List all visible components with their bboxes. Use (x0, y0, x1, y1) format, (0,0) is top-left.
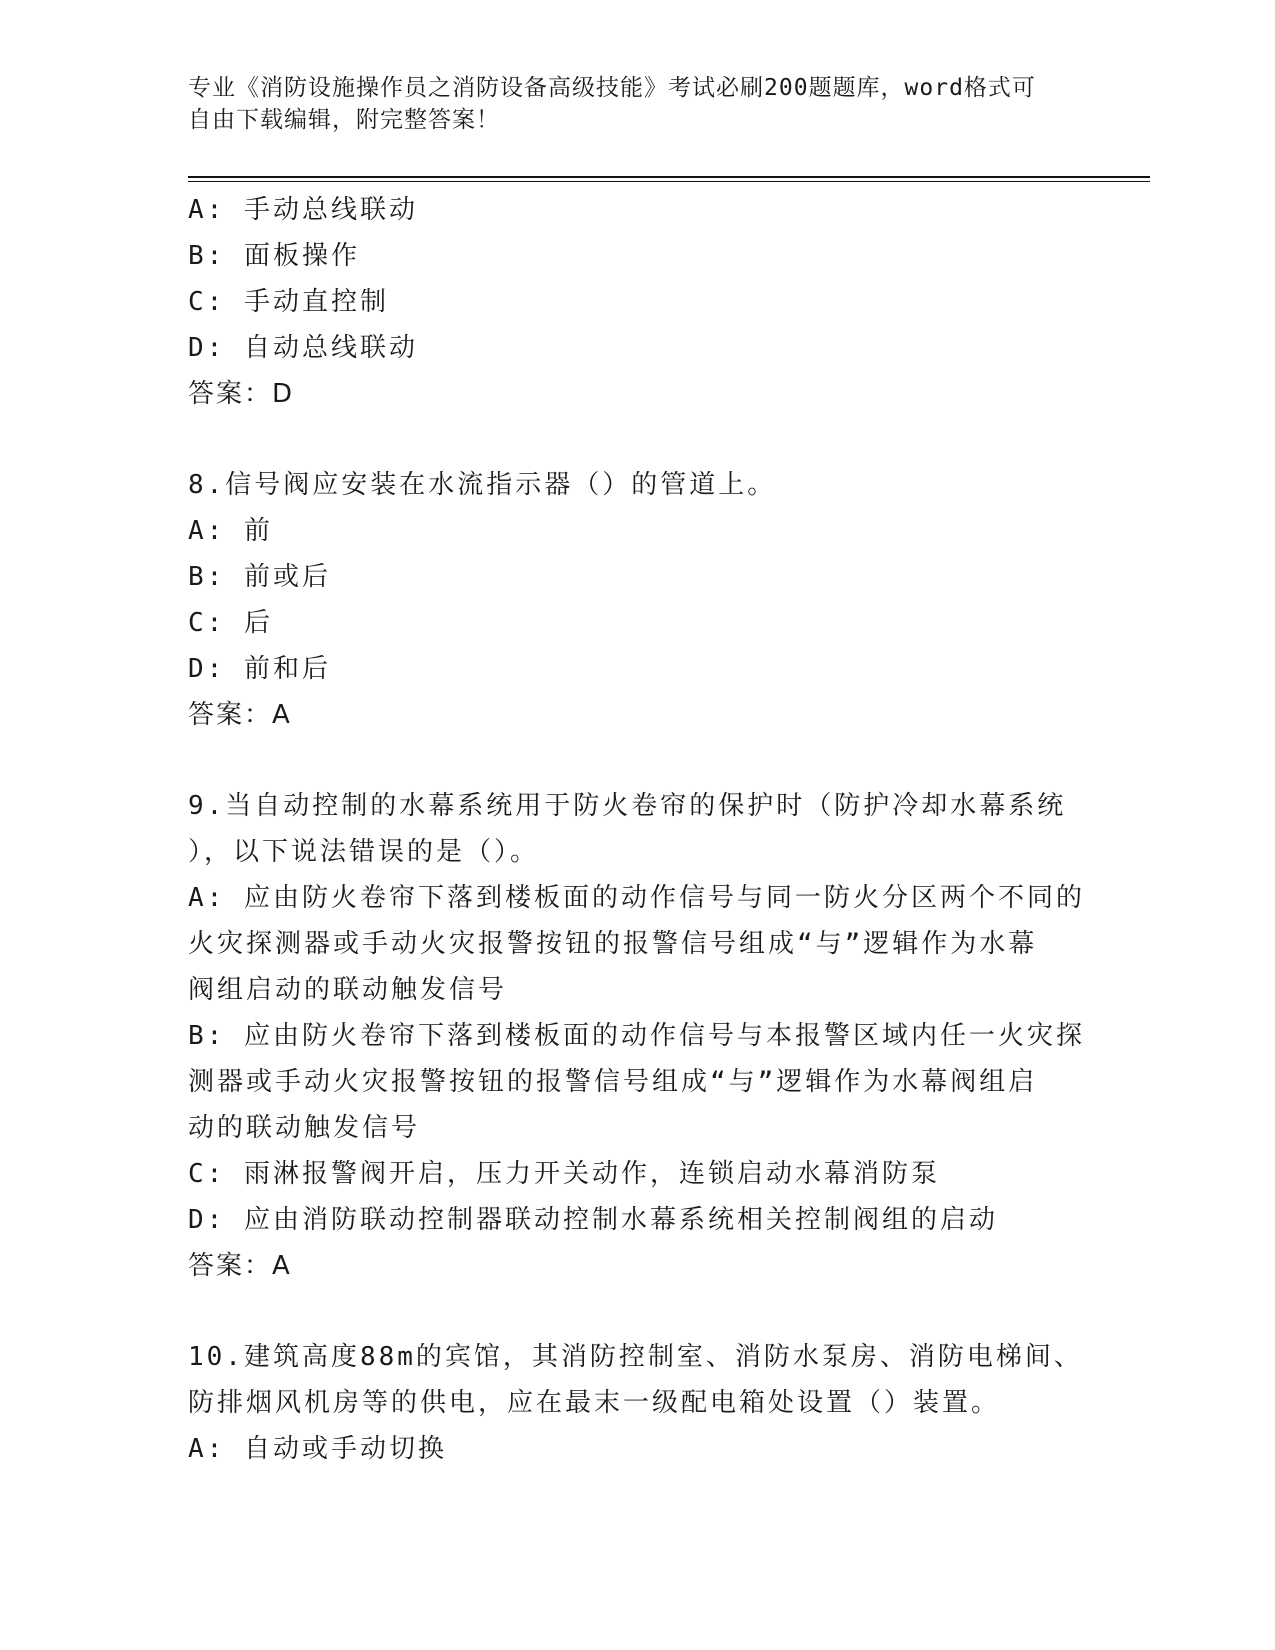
header-line-2: 自由下载编辑，附完整答案！ (188, 107, 500, 133)
question-list (188, 187, 1088, 1472)
question-7 (188, 187, 1088, 417)
question-text-line-2: 防排烟风机房等的供电，应在最末一级配电箱处设置（）装置。 (188, 1388, 1001, 1418)
spacer (188, 417, 1088, 462)
option-a-line-2: 火灾探测器或手动火灾报警按钮的报警信号组成“与”逻辑作为水幕 (188, 929, 1038, 959)
header-line-1: 专业《消防设施操作员之消防设备高级技能》考试必刷200题题库，word格式可 (188, 75, 1036, 101)
option-c: C: 雨淋报警阀开启，压力开关动作，连锁启动水幕消防泵 (188, 1159, 940, 1189)
question-9 (188, 783, 1088, 1289)
option-d: D: 自动总线联动 (188, 333, 418, 363)
question-text-line-1: 9.当自动控制的水幕系统用于防火卷帘的保护时（防护冷却水幕系统 (188, 791, 1067, 821)
option-b: B: 面板操作 (188, 241, 360, 271)
question-text-line-1: 10.建筑高度88m的宾馆，其消防控制室、消防水泵房、消防电梯间、 (188, 1342, 1083, 1372)
answer-line: 答案：D (188, 379, 295, 409)
question-text-line-2: ），以下说法错误的是（）。 (188, 837, 540, 867)
option-d: D: 前和后 (188, 654, 331, 684)
option-a: A: 自动或手动切换 (188, 1434, 447, 1464)
answer-line: 答案：A (188, 700, 292, 730)
spacer (188, 738, 1088, 783)
option-b-line-1: B: 应由防火卷帘下落到楼板面的动作信号与本报警区域内任一火灾探 (188, 1021, 1085, 1051)
question-8 (188, 462, 1088, 738)
document-header (188, 72, 1068, 136)
option-b-line-2: 测器或手动火灾报警按钮的报警信号组成“与”逻辑作为水幕阀组启 (188, 1067, 1038, 1097)
option-c: C: 手动直控制 (188, 287, 389, 317)
option-a: A: 手动总线联动 (188, 195, 418, 225)
header-divider-thin (188, 181, 1150, 182)
answer-line: 答案：A (188, 1251, 292, 1281)
option-a-line-3: 阀组启动的联动触发信号 (188, 975, 508, 1005)
option-c: C: 后 (188, 608, 273, 638)
option-a-line-1: A: 应由防火卷帘下落到楼板面的动作信号与同一防火分区两个不同的 (188, 883, 1085, 913)
option-a: A: 前 (188, 516, 273, 546)
header-divider-thick (188, 176, 1150, 178)
option-b: B: 前或后 (188, 562, 331, 592)
spacer (188, 1289, 1088, 1334)
question-text: 8.信号阀应安装在水流指示器（）的管道上。 (188, 470, 777, 500)
option-b-line-3: 动的联动触发信号 (188, 1113, 421, 1143)
option-d: D: 应由消防联动控制器联动控制水幕系统相关控制阀组的启动 (188, 1205, 998, 1235)
question-10 (188, 1334, 1088, 1472)
